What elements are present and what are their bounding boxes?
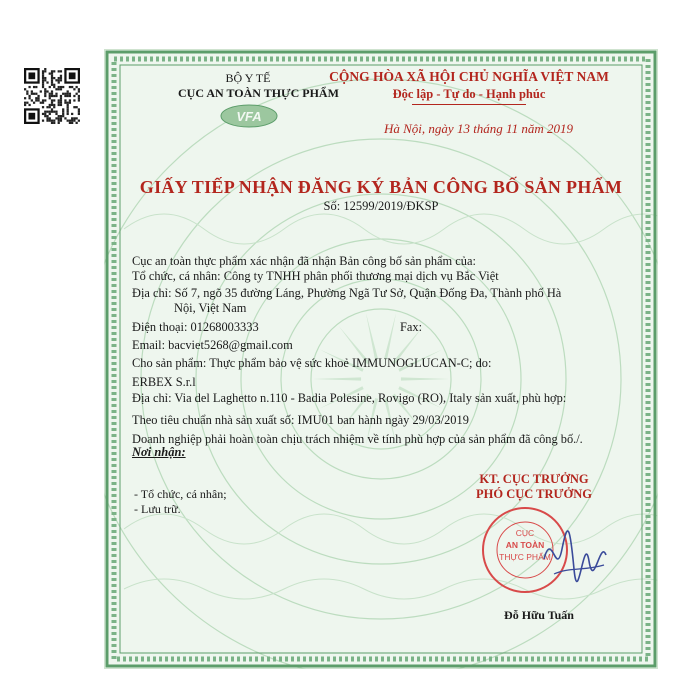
nation-name: CỘNG HÒA XÃ HỘI CHỦ NGHĨA VIỆT NAM: [329, 69, 609, 84]
document-number: Số: 12599/2019/ĐKSP: [323, 199, 439, 213]
issue-date: Hà Nội, ngày 13 tháng 11 năm 2019: [384, 121, 573, 136]
body-standard: Theo tiêu chuẩn nhà sản xuất số: IMU01 ban hành ngày 29/03/2019: [132, 413, 469, 427]
stamp-text-mid: AN TOÀN: [505, 540, 545, 550]
body-email: Email: bacviet5268@gmail.com: [132, 338, 293, 352]
stamp-text-top: CỤC: [515, 528, 535, 538]
body-product: Cho sản phẩm: Thực phẩm bảo vệ sức khoẻ IMMUNOGLUCAN-C; do:: [132, 356, 492, 370]
ministry-name: BỘ Y TẾ: [225, 71, 271, 85]
body-manufacturer: ERBEX S.r.l: [132, 375, 196, 389]
qr-code: [24, 68, 80, 124]
body-organization: Tổ chức, cá nhân: Công ty TNHH phân phối thương mại dịch vụ Bắc Việt: [132, 269, 499, 283]
vfa-logo: [219, 104, 279, 128]
ministry-block: [178, 71, 339, 101]
stamp-text-bottom: THỰC PHẨM: [499, 552, 551, 562]
body-fax: Fax:: [400, 320, 423, 334]
document-title: GIẤY TIẾP NHẬN ĐĂNG KÝ BẢN CÔNG BỐ SẢN PHẨM: [139, 177, 623, 197]
body-intro: Cục an toàn thực phẩm xác nhận đã nhận Bản công bố sản phẩm của:: [132, 254, 476, 268]
body-responsibility: Doanh nghiệp phải hoàn toàn chịu trách nhiệm về tính phù hợp của sản phẩm đã công bố./.: [132, 432, 583, 446]
body-manufacturer-address: Địa chỉ: Via del Laghetto n.110 - Badia Polesine, Rovigo (RO), Italy sản xuất, phù hợp:: [132, 391, 567, 405]
signer-name: Đỗ Hữu Tuấn: [504, 608, 574, 622]
agency-name: CỤC AN TOÀN THỰC PHẨM: [178, 86, 339, 100]
signer-title-2: PHÓ CỤC TRƯỞNG: [476, 487, 592, 501]
motto: Độc lập - Tự do - Hạnh phúc: [392, 87, 546, 101]
body-address-cont: Nội, Việt Nam: [174, 301, 247, 315]
recipients-heading: Nơi nhận:: [132, 445, 186, 459]
body-address: Địa chỉ: Số 7, ngõ 35 đường Láng, Phường Ngã Tư Sở, Quận Đống Đa, Thành phố Hà: [132, 286, 562, 300]
signer-title-1: KT. CỤC TRƯỞNG: [479, 472, 589, 486]
recipient-item: - Lưu trữ.: [134, 502, 181, 516]
body-phone: Điện thoại: 01268003333: [132, 320, 259, 334]
handwritten-signature: [534, 519, 614, 589]
certificate: [104, 49, 658, 669]
motto-underline: [412, 104, 526, 105]
vfa-logo-text: VFA: [236, 109, 262, 124]
recipient-item: - Tổ chức, cá nhân;: [134, 487, 227, 501]
